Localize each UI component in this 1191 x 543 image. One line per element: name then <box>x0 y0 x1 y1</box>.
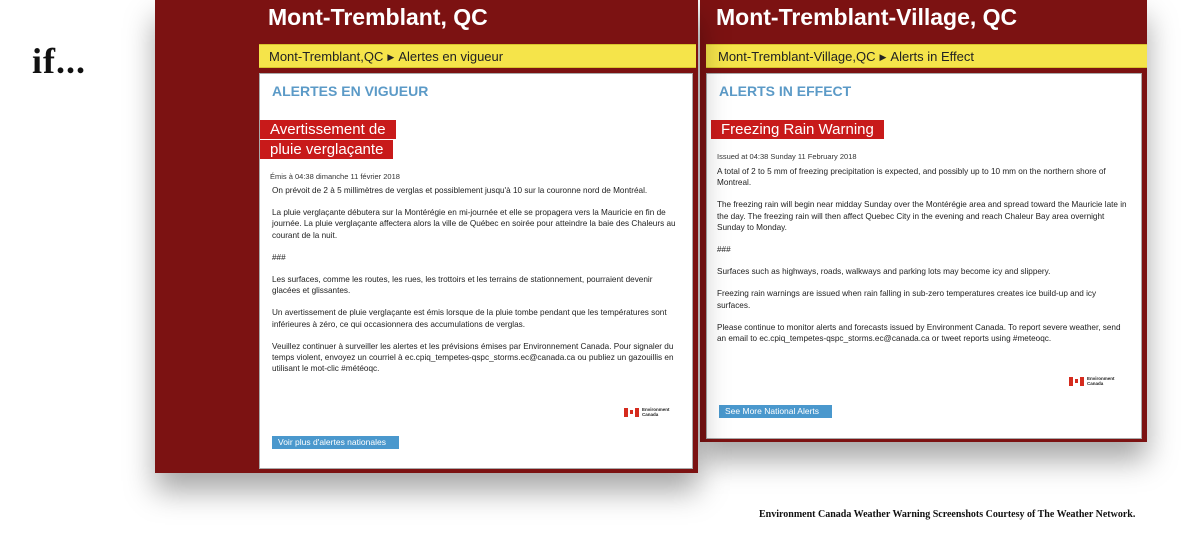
alert-panel-french <box>155 0 698 473</box>
section-heading: ALERTES EN VIGUEUR <box>272 83 429 99</box>
alert-paragraph: Veuillez continuer à surveiller les alertes et les prévisions émises par Environnement Canada. Pour signaler du temps violent, envoyez un courriel à ec.cpiq_tempetes-qspc_storms.ec@canada.ca ou publiez un gazouillis en utilisant le mot-clic #météoqc. <box>272 341 674 374</box>
canada-flag-icon <box>624 408 639 417</box>
breadcrumb-location-link[interactable]: Mont-Tremblant,QC <box>269 49 384 64</box>
more-national-alerts-button[interactable]: Voir plus d'alertes nationales <box>272 436 399 449</box>
alert-content <box>259 73 693 469</box>
location-title: Mont-Tremblant, QC <box>268 4 488 30</box>
alert-body <box>272 185 677 385</box>
section-heading: ALERTS IN EFFECT <box>719 83 852 99</box>
environment-canada-logo <box>624 407 670 417</box>
alert-paragraph: Surfaces such as highways, roads, walkways and parking lots may become icy and slippery. <box>717 267 1051 277</box>
alert-paragraph: The freezing rain will begin near midday Sunday over the Montérégie area and spread toward the Mauricie late in the day. The freezing rain will then affect Quebec City in the evening and reach Chaleur Bay area overnight Sunday to Monday. <box>717 200 1127 232</box>
image-credit: Environment Canada Weather Warning Screenshots Courtesy of The Weather Network. <box>759 509 1136 520</box>
warning-title-wrap <box>711 120 884 140</box>
alert-paragraph: La pluie verglaçante débutera sur la Montérégie en mi-journée et elle se propagera vers la Mauricie en fin de journée. La pluie verglaçante affectera alors la ville de Québec en soirée pour atteindre la baie des Chaleurs au courant de la nuit. <box>272 208 676 240</box>
breadcrumb-arrow-icon: ▶ <box>879 52 887 62</box>
logo-line: Environment <box>642 407 670 412</box>
alert-paragraph: ### <box>717 245 731 255</box>
warning-title: Avertissement de pluie verglaçante <box>260 120 396 159</box>
breadcrumb-location-link[interactable]: Mont-Tremblant-Village,QC <box>718 49 876 64</box>
warning-title-wrap <box>260 120 420 160</box>
issued-timestamp: Émis à 04:38 dimanche 11 février 2018 <box>270 172 400 181</box>
more-national-alerts-button[interactable]: See More National Alerts <box>719 405 832 418</box>
breadcrumb <box>706 44 1147 68</box>
logo-line: Environment <box>1087 376 1115 381</box>
location-title: Mont-Tremblant-Village, QC <box>716 4 1018 30</box>
alert-paragraph: A total of 2 to 5 mm of freezing precipitation is expected, and possibly up to 10 mm on the northern shore of Montreal. <box>717 167 1106 188</box>
alert-paragraph: Les surfaces, comme les routes, les rues, les trottoirs et les terrains de stationnement, pourraient devenir glacées et glissantes. <box>272 275 653 296</box>
warning-title: Freezing Rain Warning <box>711 120 884 139</box>
breadcrumb <box>259 44 696 68</box>
alert-paragraph: Freezing rain warnings are issued when rain falling in sub-zero temperatures creates ice build-up and icy surfaces. <box>717 289 1097 310</box>
breadcrumb-current-page: Alerts in Effect <box>890 49 974 64</box>
alert-panel-english <box>700 0 1147 442</box>
alert-body <box>717 166 1129 355</box>
logo-line: Canada <box>642 412 659 417</box>
issued-timestamp: Issued at 04:38 Sunday 11 February 2018 <box>717 152 857 161</box>
alert-paragraph: On prévoit de 2 à 5 millimètres de verglas et possiblement jusqu'à 10 sur la couronne nord de Montréal. <box>272 186 648 195</box>
alert-paragraph: ### <box>272 252 286 262</box>
alert-paragraph: Please continue to monitor alerts and forecasts issued by Environment Canada. To report severe weather, send an email to ec.cpiq_tempetes-qspc_storms.ec@canada.ca or tweet reports using #meteoqc. <box>717 322 1121 344</box>
alert-content <box>706 73 1142 439</box>
intro-label: if... <box>32 41 86 81</box>
canada-flag-icon <box>1069 377 1084 386</box>
environment-canada-logo <box>1069 376 1115 386</box>
logo-line: Canada <box>1087 381 1104 386</box>
breadcrumb-current-page: Alertes en vigueur <box>398 49 504 64</box>
breadcrumb-arrow-icon: ▶ <box>387 52 395 62</box>
alert-paragraph: Un avertissement de pluie verglaçante est émis lorsque de la pluie tombe pendant que les températures sont inférieures à zéro, ce qui occasionnera des accumulations de verglas. <box>272 308 667 329</box>
